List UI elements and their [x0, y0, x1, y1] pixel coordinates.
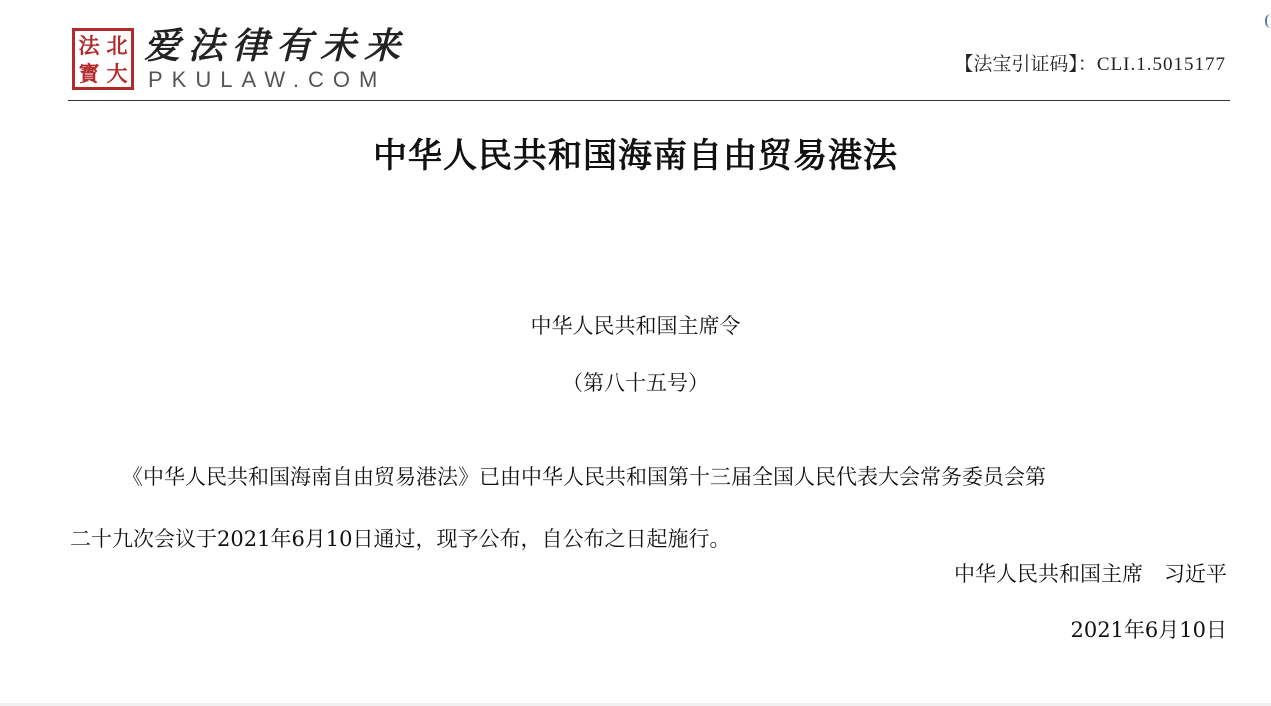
body-paragraph	[70, 446, 1230, 570]
order-number: （第八十五号）	[562, 371, 709, 395]
body-line: 二十九次会议于2021年6月10日通过，现予公布，自公布之日起施行。	[70, 527, 731, 551]
order-title: 中华人民共和国主席令	[530, 314, 741, 338]
pkulaw-seal-logo	[72, 28, 134, 90]
citation-value: CLI.1.5015177	[1096, 54, 1226, 75]
seal-char: 寳	[78, 60, 100, 86]
scroll-edge-indicator	[1265, 14, 1271, 28]
seal-char: 大	[106, 60, 128, 86]
issue-date: 2021年6月10日	[1070, 618, 1227, 642]
brand-slogan: 爱法律有未来	[144, 25, 409, 67]
seal-char: 法	[78, 32, 100, 58]
document-title: 中华人民共和国海南自由贸易港法	[373, 136, 898, 176]
page-header	[68, 22, 1230, 101]
seal-char: 北	[106, 32, 128, 58]
citation-label: 【法宝引证码】：	[954, 53, 1097, 75]
citation-code	[954, 52, 1226, 77]
signature: 中华人民共和国主席 习近平	[954, 562, 1227, 586]
brand-domain: PKULAW.COM	[148, 67, 387, 92]
body-line: 《中华人民共和国海南自由贸易港法》已由中华人民共和国第十三届全国人民代表大会常务委员会第	[122, 465, 1046, 489]
